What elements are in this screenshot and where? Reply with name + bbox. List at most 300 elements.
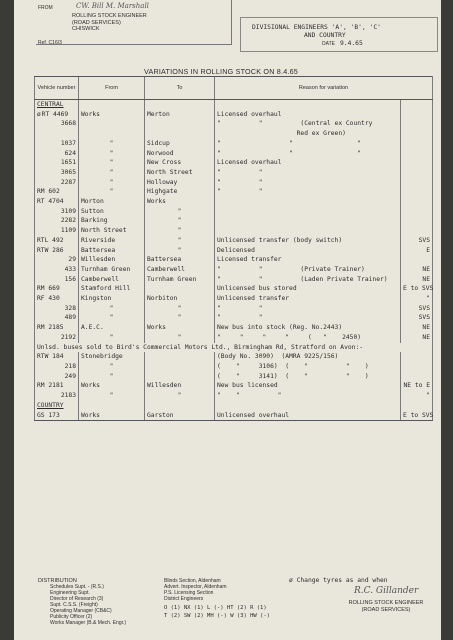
to-cell [145, 362, 215, 372]
count-line: T (2) SW (2) MH (-) W (3) HW (-) [164, 613, 270, 619]
vehicle-cell [35, 411, 79, 421]
dist-item: Blinds Section, Aldenham [164, 578, 221, 584]
engineer-cell [401, 401, 433, 411]
engineer-cell [401, 313, 433, 323]
to-cell [145, 100, 215, 110]
vehicle-text: 624 [64, 149, 76, 157]
vehicle-cell [35, 352, 79, 362]
vehicle-text: COUNTRY [37, 401, 64, 409]
vehicle-text: 2282 [60, 217, 76, 225]
from-text: " [109, 392, 114, 400]
reason-text: Unlicensed overhaul [217, 411, 290, 419]
reason-cell [215, 246, 401, 256]
engineer-cell [401, 255, 433, 265]
vehicle-cell [35, 304, 79, 314]
table-row [35, 236, 433, 246]
reason-text: New bus into stock (Reg. No.2443) [217, 324, 343, 332]
from-cell [79, 401, 145, 411]
reason-cell [215, 226, 401, 236]
vehicle-text: 218 [64, 362, 76, 370]
to-text: Merton [147, 110, 170, 118]
vehicle-cell [35, 275, 79, 285]
vehicle-text: 2287 [60, 178, 76, 186]
date-value: 9.4.65 [340, 40, 363, 47]
dist-item: Operating Manager (CB&C) [50, 608, 112, 614]
vehicle-text: 2183 [60, 392, 76, 400]
engineer-cell [401, 119, 433, 129]
table-row [35, 158, 433, 168]
vehicle-cell [35, 333, 79, 343]
from-label: FROM [38, 5, 53, 11]
to-cell [145, 420, 215, 421]
table-row [35, 343, 433, 353]
engineer-cell [401, 265, 433, 275]
from-cell [79, 236, 145, 246]
to-cell [145, 236, 215, 246]
footnote: ø Change tyres as and when [289, 577, 388, 584]
to-cell [145, 207, 215, 217]
vehicle-text: RT 4704 [37, 198, 64, 206]
vehicle-cell [35, 178, 79, 188]
from-text: " [109, 372, 114, 380]
to-text: New Cross [147, 159, 182, 167]
engineer-text: SVS [418, 236, 431, 244]
reason-cell [215, 207, 401, 217]
from-cell [79, 158, 145, 168]
table-row [35, 110, 433, 120]
dist-item: Publicity Officer (2) [50, 614, 93, 620]
engineer-cell [401, 187, 433, 197]
table-row [35, 129, 433, 139]
vehicle-cell [35, 284, 79, 294]
reason-text: Licensed overhaul [217, 110, 282, 118]
reason-cell [215, 313, 401, 323]
reason-text: ( " 3106) ( " " ) [217, 362, 369, 370]
vehicle-cell [35, 100, 79, 110]
to-text: Camberwell [147, 265, 185, 273]
to-text: " [177, 392, 182, 400]
from-text: Works [81, 411, 100, 419]
to-cell [145, 313, 215, 323]
to-cell [145, 255, 215, 265]
table-row [35, 401, 433, 411]
count-line: O (1) NX (1) L (-) HT (2) R (1) [164, 605, 267, 611]
from-text: " [109, 362, 114, 370]
page-title: VARIATIONS IN ROLLING STOCK ON 8.4.65 [144, 67, 298, 76]
table-row [35, 391, 433, 401]
col-from: From [79, 77, 145, 100]
reason-cell [215, 110, 401, 120]
table-row [35, 420, 433, 421]
from-cell [79, 168, 145, 178]
engineer-cell [401, 362, 433, 372]
from-text: " [109, 139, 114, 147]
engineer-cell [401, 420, 433, 421]
reason-text: Red ex Green) [217, 130, 346, 138]
vehicle-cell [35, 197, 79, 207]
vehicle-text: 1109 [60, 227, 76, 235]
dist-item: District Engineers [164, 596, 204, 602]
to-cell [145, 411, 215, 421]
reason-cell [215, 275, 401, 285]
vehicle-text: 1037 [60, 139, 76, 147]
reason-text: " " " " ( " 2450) [217, 333, 362, 341]
from-cell [79, 207, 145, 217]
to-cell [145, 226, 215, 236]
from-line: ROLLING STOCK ENGINEER [72, 13, 147, 19]
table-row [35, 226, 433, 236]
from-cell [79, 265, 145, 275]
vehicle-cell [35, 323, 79, 333]
reason-text: ( " 3141) ( " " ) [217, 372, 369, 380]
engineer-text: E [426, 246, 431, 254]
from-cell [79, 333, 145, 343]
to-cell [145, 284, 215, 294]
tyre-change-mark: ø [37, 110, 41, 118]
from-address [72, 13, 147, 33]
engineer-text: NE [422, 275, 431, 283]
from-line: (ROAD SERVICES) [72, 19, 121, 26]
engineer-cell [401, 110, 433, 120]
engineer-cell [401, 139, 433, 149]
sign-line: (ROAD SERVICES) [361, 606, 411, 613]
from-text: Willesden [81, 256, 116, 264]
vehicle-cell [35, 391, 79, 401]
from-text: " [109, 149, 114, 157]
vehicle-text: CENTRAL [37, 101, 64, 108]
to-text: Norbiton [147, 295, 178, 303]
to-cell [145, 294, 215, 304]
reason-cell [215, 178, 401, 188]
to-text: Battersea [147, 256, 182, 264]
from-text: Battersea [81, 246, 116, 254]
vehicle-cell [35, 168, 79, 178]
from-cell [79, 187, 145, 197]
from-cell [79, 275, 145, 285]
vehicle-cell [35, 207, 79, 217]
table-row [35, 149, 433, 159]
table-row [35, 119, 433, 129]
reason-text: " " (Laden Private Trainer) [217, 275, 388, 283]
vehicle-text: RTW 286 [37, 246, 64, 254]
vehicle-cell [35, 187, 79, 197]
table-row [35, 294, 433, 304]
reason-cell [215, 420, 401, 421]
to-text: Garston [147, 411, 174, 419]
to-text: " [177, 236, 182, 244]
reason-cell [215, 139, 401, 149]
table-row [35, 323, 433, 333]
reason-text: Unlicensed bus stored [217, 285, 297, 293]
reason-text: " " (Central ex Country [217, 120, 373, 128]
vehicle-cell [35, 372, 79, 382]
reason-cell [215, 411, 401, 421]
reason-cell [215, 381, 401, 391]
vehicle-cell [35, 420, 79, 421]
vehicle-text: 156 [64, 275, 76, 283]
engineer-cell [401, 284, 433, 294]
note-cell: Unlsd. buses sold to Bird's Commercial Motors Ltd., Birmingham Rd, Stratford on Avon:- [35, 343, 433, 353]
from-text: Works [81, 110, 100, 118]
to-text: Works [147, 198, 166, 206]
vehicle-text: 29 [68, 256, 76, 264]
reason-cell [215, 255, 401, 265]
reason-text: " " (Private Trainer) [217, 265, 365, 273]
to-cell [145, 246, 215, 256]
to-cell [145, 333, 215, 343]
vehicle-cell [35, 401, 79, 411]
engineer-text: " [426, 392, 431, 400]
vehicle-cell [35, 362, 79, 372]
engineer-text: " [426, 295, 431, 303]
distribution-block [38, 578, 126, 626]
to-text: " [177, 304, 182, 312]
engineer-cell [401, 323, 433, 333]
vehicle-text: RTL 492 [37, 236, 64, 244]
to-text: " [177, 217, 182, 225]
col-reason: Reason for variation [215, 77, 433, 100]
vehicle-text: 489 [64, 314, 76, 322]
to-cell [145, 265, 215, 275]
dist-item: Schedules Supt. - (R.S.) [50, 584, 104, 590]
reason-cell [215, 294, 401, 304]
reason-text: Licensed transfer [217, 256, 282, 264]
table-row [35, 139, 433, 149]
col-vehicle: Vehicle number [35, 77, 79, 100]
reason-cell [215, 333, 401, 343]
to-line: AND COUNTRY [304, 32, 346, 39]
vehicle-text: 433 [64, 265, 76, 273]
to-text: Sidcup [147, 139, 170, 147]
from-cell [79, 178, 145, 188]
from-cell [79, 216, 145, 226]
from-text: North Street [81, 227, 127, 235]
vehicle-text: RT 4469 [41, 110, 69, 118]
table-row [35, 275, 433, 285]
reason-text: Licensed overhaul [217, 159, 282, 167]
reason-cell [215, 168, 401, 178]
engineer-cell [401, 304, 433, 314]
engineer-text: NE [422, 265, 431, 273]
from-text: " [109, 304, 114, 312]
distribution-mid [164, 578, 227, 602]
table-body [35, 100, 433, 421]
table-row [35, 352, 433, 362]
dist-item: Engineering Supt. [50, 590, 90, 596]
reason-text: (Body No. 3090) (AMRA 9225/156) [217, 353, 339, 361]
from-line: CHISWICK [72, 26, 100, 32]
vehicle-cell [35, 294, 79, 304]
reason-cell [215, 284, 401, 294]
from-cell [79, 149, 145, 159]
reason-text: Unlicensed transfer (body switch) [217, 236, 343, 244]
engineer-cell [401, 411, 433, 421]
table-row [35, 246, 433, 256]
from-cell [79, 110, 145, 120]
vehicle-cell [35, 149, 79, 159]
to-text: Willesden [147, 382, 182, 390]
reason-cell [215, 362, 401, 372]
to-cell [145, 119, 215, 129]
sign-line: ROLLING STOCK ENGINEER [348, 600, 424, 606]
from-cell [79, 323, 145, 333]
table-row [35, 255, 433, 265]
document-sheet [14, 0, 441, 640]
reason-cell [215, 372, 401, 382]
engineer-text: E to SVS [403, 285, 434, 293]
reason-cell [215, 158, 401, 168]
vehicle-text: 249 [64, 372, 76, 380]
signatory [336, 600, 436, 613]
vehicle-text: GS 173 [37, 411, 60, 419]
to-cell [145, 178, 215, 188]
table-row [35, 178, 433, 188]
reason-text: Delicensed [217, 246, 255, 254]
vehicle-text: RM 2185 [37, 324, 64, 332]
to-cell [145, 110, 215, 120]
from-cell [79, 362, 145, 372]
reason-cell [215, 265, 401, 275]
dist-item: Works Manager (B.& Mech. Engr.) [50, 620, 127, 626]
to-text: Turnham Green [147, 275, 197, 283]
to-text: Norwood [147, 149, 174, 157]
reason-text: " " [217, 314, 263, 322]
district-counts [164, 604, 270, 620]
from-text: Barking [81, 217, 108, 225]
from-cell [79, 411, 145, 421]
to-line: DIVISIONAL ENGINEERS 'A', 'B', 'C' [252, 24, 381, 31]
to-cell [145, 139, 215, 149]
vehicle-cell [35, 129, 79, 139]
from-cell [79, 372, 145, 382]
vehicle-cell [35, 236, 79, 246]
vehicle-text: 3109 [60, 207, 76, 215]
engineer-cell [401, 275, 433, 285]
engineer-text: NE [422, 324, 431, 332]
vehicle-text: 3668 [60, 120, 76, 128]
from-text: " [109, 314, 114, 322]
from-text: Stamford Hill [81, 285, 131, 293]
table-row [35, 381, 433, 391]
table-row [35, 207, 433, 217]
engineer-cell [401, 129, 433, 139]
vehicle-cell [35, 158, 79, 168]
reason-text: " " [217, 178, 263, 186]
from-cell [79, 226, 145, 236]
table-row [35, 187, 433, 197]
vehicle-text: 1651 [60, 159, 76, 167]
engineer-cell [401, 294, 433, 304]
vehicle-cell [35, 265, 79, 275]
from-cell [79, 255, 145, 265]
vehicle-cell [35, 119, 79, 129]
from-cell [79, 304, 145, 314]
table-row [35, 313, 433, 323]
table-row [35, 333, 433, 343]
to-cell [145, 372, 215, 382]
from-cell [79, 381, 145, 391]
reason-cell [215, 187, 401, 197]
to-text: " [177, 246, 182, 254]
to-cell [145, 216, 215, 226]
engineer-text: SVS [418, 304, 431, 312]
to-address [252, 24, 381, 40]
from-cell [79, 197, 145, 207]
from-text: Riverside [81, 236, 116, 244]
from-cell [79, 246, 145, 256]
to-cell [145, 158, 215, 168]
reason-text: " " [217, 304, 263, 312]
to-cell [145, 352, 215, 362]
to-cell [145, 275, 215, 285]
engineer-cell [401, 226, 433, 236]
to-cell [145, 304, 215, 314]
engineer-cell [401, 168, 433, 178]
from-text: Kingston [81, 295, 112, 303]
engineer-cell [401, 100, 433, 110]
engineer-text: SVS [418, 314, 431, 322]
from-cell [79, 129, 145, 139]
table-row [35, 362, 433, 372]
date-label: DATE [322, 41, 335, 47]
to-text: " [177, 227, 182, 235]
engineer-cell [401, 381, 433, 391]
distribution-label: DISTRIBUTION [38, 578, 77, 584]
from-text: A.E.C. [81, 324, 104, 332]
vehicle-text: RTW 184 [37, 353, 64, 361]
signature: R.C. Gillander [354, 586, 419, 596]
to-cell [145, 323, 215, 333]
reason-text: " " [217, 188, 263, 196]
table-row [35, 284, 433, 294]
engineer-cell [401, 216, 433, 226]
reason-cell [215, 391, 401, 401]
reason-cell [215, 323, 401, 333]
engineer-cell [401, 207, 433, 217]
reason-cell [215, 149, 401, 159]
from-text: " [109, 159, 114, 167]
reason-cell [215, 100, 401, 110]
engineer-text: E to SVS [403, 411, 434, 419]
engineer-cell [401, 391, 433, 401]
table-row [35, 216, 433, 226]
from-cell [79, 352, 145, 362]
engineer-text: NE [422, 333, 431, 341]
to-text: " [177, 333, 182, 341]
engineer-cell [401, 352, 433, 362]
reason-cell [215, 119, 401, 129]
reason-cell [215, 236, 401, 246]
vehicle-text: RM 669 [37, 285, 60, 293]
reason-text: " " " [217, 392, 282, 400]
reason-text: " " [217, 168, 263, 176]
engineer-text: NE to E [403, 382, 431, 390]
engineer-cell [401, 197, 433, 207]
dist-item: P.S. Licensing Section [164, 590, 214, 596]
vehicle-text: 2192 [60, 333, 76, 341]
from-cell [79, 294, 145, 304]
from-text: Sutton [81, 207, 104, 215]
from-text: " [109, 178, 114, 186]
from-text: " [109, 333, 114, 341]
engineer-cell [401, 149, 433, 159]
to-cell [145, 197, 215, 207]
engineer-cell [401, 236, 433, 246]
reason-cell [215, 401, 401, 411]
to-cell [145, 381, 215, 391]
reason-cell [215, 129, 401, 139]
vehicle-cell [35, 381, 79, 391]
